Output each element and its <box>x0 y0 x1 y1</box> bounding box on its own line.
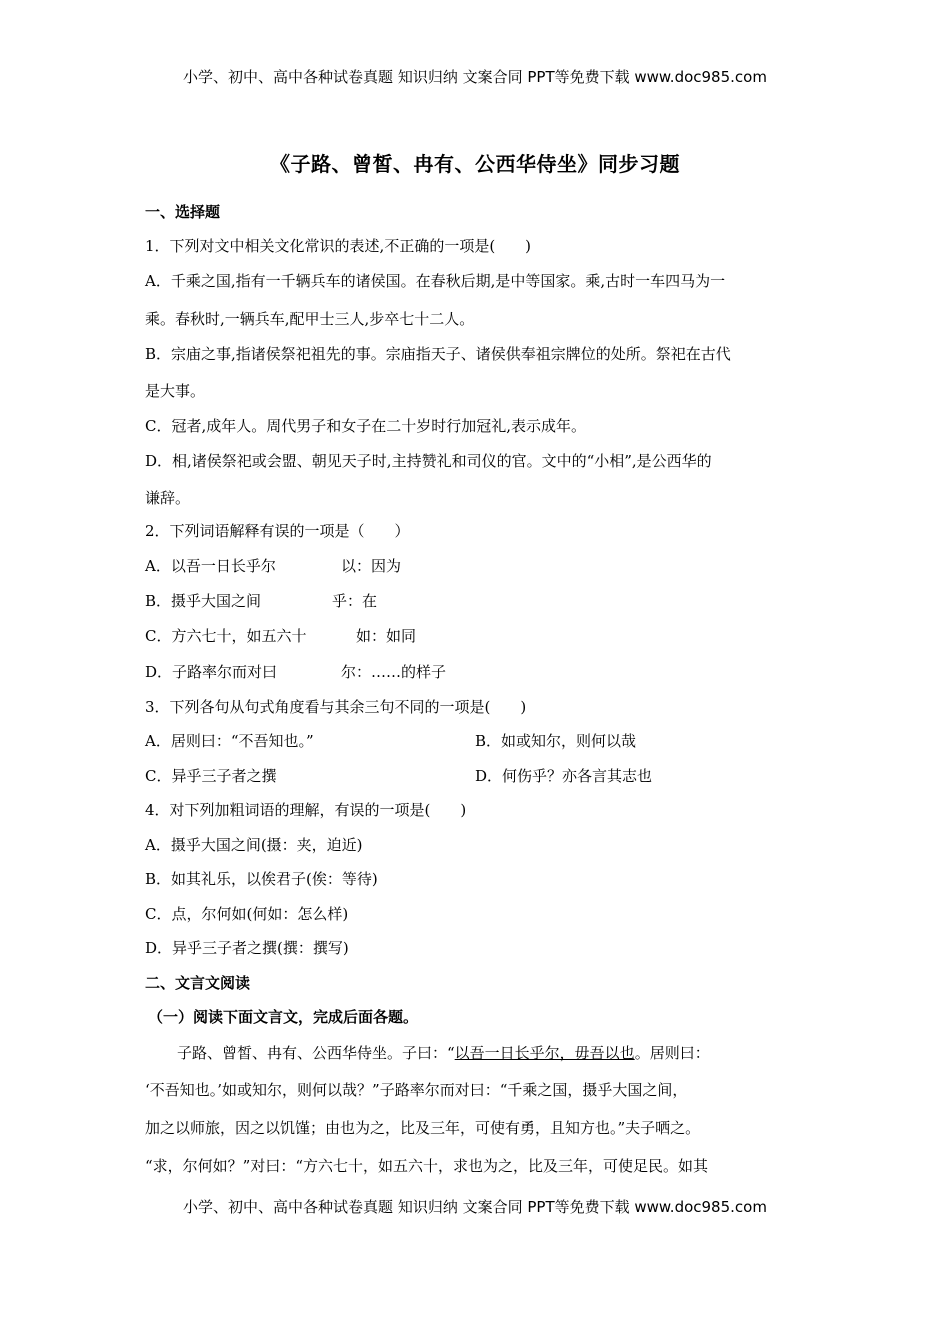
passage-line-4: “求，尔何如？”对曰：“方六七十，如五六十，求也为之，比及三年，可使足民。如其 <box>145 1157 709 1175</box>
passage-text: 子路、曾皙、冉有、公西华侍坐。子曰：“ <box>177 1044 455 1062</box>
option-explanation: 以：因为 <box>341 557 402 575</box>
option-explanation: 乎：在 <box>332 592 378 610</box>
subsection-heading: （一）阅读下面文言文，完成后面各题。 <box>148 1008 419 1026</box>
passage-line-1 <box>177 1042 837 1063</box>
question-3-option-d: D．何伤乎？亦各言其志也 <box>475 767 653 785</box>
question-3-option-b: B．如或知尔，则何以哉 <box>475 732 637 750</box>
question-1-option-a: A．千乘之国,指有一千辆兵车的诸侯国。在春秋后期,是中等国家。乘,古时一车四马为一 <box>145 272 726 290</box>
question-2-option-b <box>145 590 805 611</box>
question-1-stem: 1．下列对文中相关文化常识的表述,不正确的一项是( ) <box>145 237 532 255</box>
passage-text: 。居则曰： <box>634 1044 710 1062</box>
option-text: A．以吾一日长乎尔 <box>145 557 276 575</box>
underlined-phrase: 以吾一日长乎尔，毋吾以也 <box>454 1044 635 1062</box>
page-footer: 小学、初中、高中各种试卷真题 知识归纳 文案合同 PPT等免费下载 www.doc985.com <box>183 1198 767 1216</box>
question-4-option-b: B．如其礼乐，以俟君子(俟：等待) <box>145 870 378 888</box>
page-title: 《子路、曾皙、冉有、公西华侍坐》同步习题 <box>270 152 680 176</box>
question-1-option-d: D．相,诸侯祭祀或会盟、朝见天子时,主持赞礼和司仪的官。文中的“小相”,是公西华的 <box>145 452 712 470</box>
passage-line-2: ‘不吾知也。’如或知尔，则何以哉？”子路率尔而对曰：“千乘之国，摄乎大国之间， <box>145 1081 688 1099</box>
option-explanation: 尔：……的样子 <box>341 663 447 681</box>
section-heading-reading: 二、文言文阅读 <box>145 974 251 992</box>
question-1-option-b-cont: 是大事。 <box>145 382 206 400</box>
page-header: 小学、初中、高中各种试卷真题 知识归纳 文案合同 PPT等免费下载 www.doc985.com <box>183 68 767 86</box>
question-4-stem: 4．对下列加粗词语的理解，有误的一项是( ) <box>145 801 467 819</box>
question-2-option-d <box>145 661 805 682</box>
question-3-row-ab <box>145 730 805 751</box>
question-4-option-d: D．异乎三子者之撰(撰：撰写) <box>145 939 349 957</box>
option-text: D．子路率尔而对曰 <box>145 663 278 681</box>
question-1-option-a-cont: 乘。春秋时,一辆兵车,配甲士三人,步卒七十二人。 <box>145 310 475 328</box>
question-3-stem: 3．下列各句从句式角度看与其余三句不同的一项是( ) <box>145 698 527 716</box>
option-text: C．方六七十，如五六十 <box>145 627 307 645</box>
question-1-option-c: C．冠者,成年人。周代男子和女子在二十岁时行加冠礼,表示成年。 <box>145 417 587 435</box>
question-2-option-c <box>145 625 805 646</box>
option-explanation: 如：如同 <box>356 627 417 645</box>
question-3-option-c: C．异乎三子者之撰 <box>145 767 277 785</box>
question-4-option-c: C．点，尔何如(何如：怎么样) <box>145 905 349 923</box>
question-2-stem: 2．下列词语解释有误的一项是（ ） <box>145 522 410 540</box>
question-1-option-d-cont: 谦辞。 <box>145 489 191 507</box>
question-3-row-cd <box>145 765 805 786</box>
question-1-option-b: B．宗庙之事,指诸侯祭祀祖先的事。宗庙指天子、诸侯供奉祖宗牌位的处所。祭祀在古代 <box>145 345 731 363</box>
option-text: B．摄乎大国之间 <box>145 592 262 610</box>
question-3-option-a: A．居则曰：“不吾知也。” <box>145 732 314 750</box>
question-4-option-a: A．摄乎大国之间(摄：夹，迫近) <box>145 836 363 854</box>
passage-line-3: 加之以师旅，因之以饥馑；由也为之，比及三年，可使有勇，且知方也。”夫子哂之。 <box>145 1119 701 1137</box>
section-heading-choice: 一、选择题 <box>145 203 221 221</box>
question-2-option-a <box>145 555 805 576</box>
